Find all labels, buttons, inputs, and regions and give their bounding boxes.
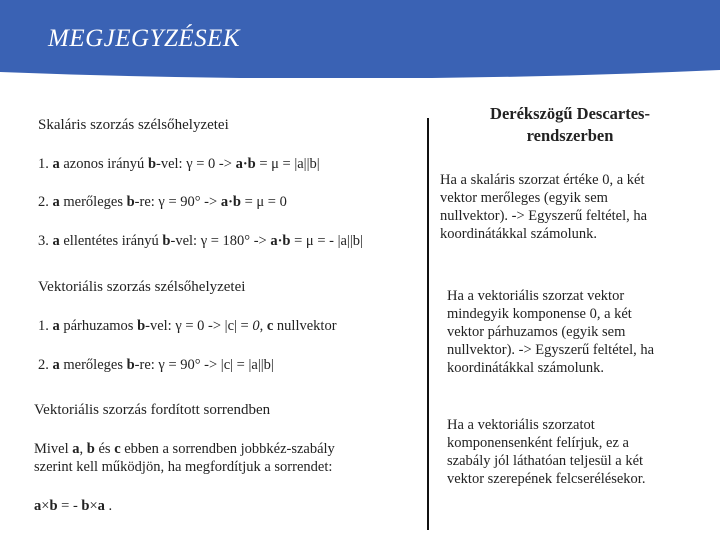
right-paragraph-reverse: Ha a vektoriális szorzatot komponensenként felírjuk, ez a szabály jól láthatóan teljesül a két vektor szerepének felcserélésekor.: [447, 417, 646, 487]
section-title-reverse: Vektoriális szorzás fordított sorrendben: [34, 402, 271, 418]
scalar-case-1: 1. a azonos irányú b-vel: γ = 0 -> a·b = μ = |a||b|: [38, 156, 320, 172]
right-paragraph-scalar: Ha a skaláris szorzat értéke 0, a két vektor merőleges (egyik sem nullvektor). -> Egyszerű feltétel, ha koordinátákkal számolunk.: [440, 172, 648, 242]
page-title: MEGJEGYZÉSEK: [48, 25, 241, 52]
vector-case-2: 2. a merőleges b-re: γ = 90° -> |c| = |a||b|: [38, 357, 274, 373]
right-paragraph-vector: Ha a vektoriális szorzat vektor mindegyik komponense 0, a két vektor párhuzamos (egyik sem nullvektor). -> Egyszerű feltétel, ha koordinátákkal számolunk.: [447, 288, 655, 376]
scalar-case-2: 2. a merőleges b-re: γ = 90° -> a·b = μ = 0: [38, 194, 287, 210]
section-title-vector: Vektoriális szorzás szélsőhelyzetei: [38, 279, 246, 295]
reverse-formula: a×b = - b×a .: [34, 498, 113, 514]
reverse-text-line-2: szerint kell működjön, ha megfordítjuk a sorrendet:: [34, 459, 333, 475]
column-divider: [427, 118, 429, 530]
reverse-text-line-1: Mivel a, b és c ebben a sorrendben jobbkéz-szabály: [34, 441, 335, 457]
scalar-case-3: 3. a ellentétes irányú b-vel: γ = 180° -> a·b = μ = - |a||b|: [38, 233, 363, 249]
right-heading: Derékszögű Descartes- rendszerben: [490, 104, 650, 145]
header-banner: [0, 0, 720, 78]
section-title-scalar: Skaláris szorzás szélsőhelyzetei: [38, 117, 229, 133]
vector-case-1: 1. a párhuzamos b-vel: γ = 0 -> |c| = 0, c nullvektor: [38, 318, 337, 334]
